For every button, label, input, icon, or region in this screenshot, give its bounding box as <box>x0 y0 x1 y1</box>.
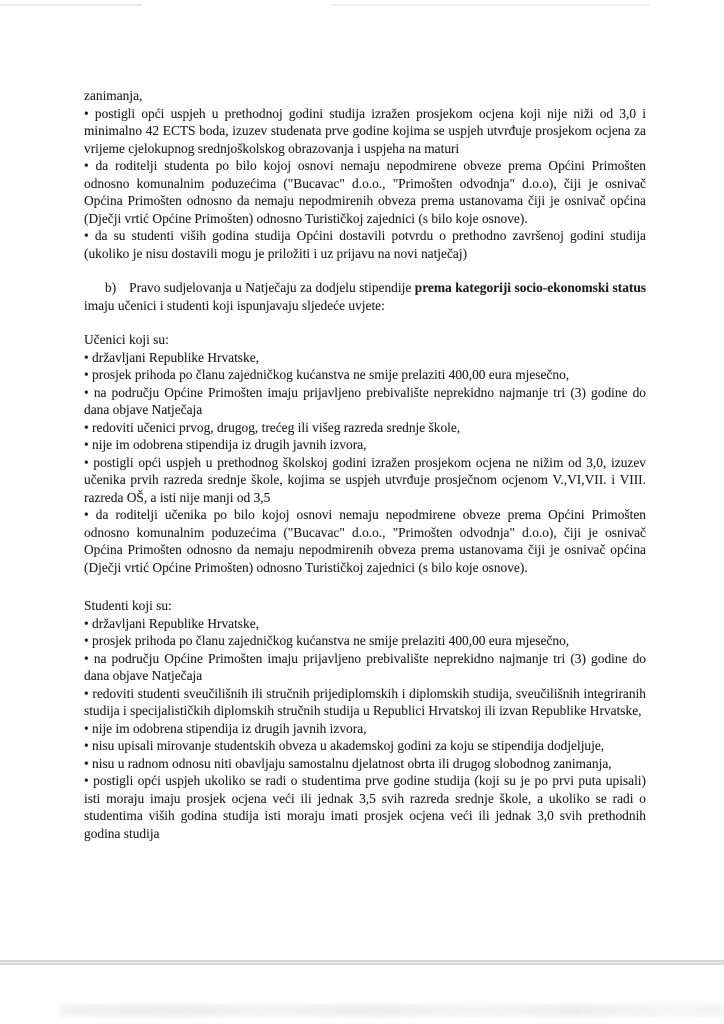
heading-text: Pravo sudjelovanja u Natječaju za dodjelu stipendije <box>129 280 415 295</box>
heading-bold-text: prema kategoriji socio-ekonomski status <box>414 280 647 295</box>
bullet-item: • da roditelji studenta po bilo kojoj osnovi nemaju nepodmirene obveze prema Općini Primošten odnosno komunalnim poduzećima ("Bucavac" d.o.o., "Primošten odvodnja" d.o.o), čiji je osnivač Općina Primošten odnosno da nemaju nepodmirenih obveza prema ustanovama čiji je osnivač općina (Dječji vrtić Općine Primošten) odnosno Turističkoj zajednici (s bilo koje osnove). <box>84 157 646 227</box>
bullet-item: • prosjek prihoda po članu zajedničkog kućanstva ne smije prelaziti 400,00 eura mjesečno, <box>84 366 646 384</box>
bullet-item: • da roditelji učenika po bilo kojoj osnovi nemaju nepodmirene obveze prema Općini Primošten odnosno komunalnim poduzećima ("Bucavac" d.o.o., "Primošten odvodnja" d.o.o), čiji je osnivač Općina Primošten odnosno da nemaju nepodmirenih obveza prema ustanovama čiji je osnivač općina (Dječji vrtić Općine Primošten) odnosno Turističkoj zajednici (s bilo koje osnove). <box>84 506 646 576</box>
section-title-studenti: Studenti koji su: <box>84 598 172 613</box>
scan-artifact-band <box>0 960 724 965</box>
bullet-item: • postigli opći uspjeh u prethodnog školskoj godini izražen prosjekom ocjena ne nižim od 3,0, izuzev učenika prvih razreda srednje škole, kojima se uspjeh utvrđuje prosječnom ocjenom V.,VI,VII. i VIII. razreda OŠ, a isti nije manji od 3,5 <box>84 454 646 507</box>
bullet-item: • redoviti učenici prvog, drugog, trećeg ili višeg razreda srednje škole, <box>84 419 646 437</box>
bullet-item: • nije im odobrena stipendija iz drugih javnih izvora, <box>84 720 646 738</box>
bullet-item: • na području Općine Primošten imaju prijavljeno prebivalište neprekidno najmanje tri (3) godine do dana objave Natječaja <box>84 384 646 419</box>
bullet-item: • da su studenti viših godina studija Općini dostavili potvrdu o prethodno završenoj godini studija (ukoliko je nisu dostavili mogu je priložiti i uz prijavu na novi natječaj) <box>84 227 646 262</box>
continuation-line: zanimanja, <box>84 88 143 103</box>
section-title-ucenici: Učenici koji su: <box>84 332 169 347</box>
bullet-item: • postigli opći uspjeh ukoliko se radi o studentima prve godine studija (koji su je po prvi puta upisali) isti moraju imaju prosjek ocjena veći ili jednak 3,5 svih razreda srednje škole, a ukoliko se radi o studentima viših godina studija isti moraju imati prosjek ocjena veći ili jednak 3,0 svih prethodnih godina studija <box>84 772 646 842</box>
scan-artifact-top-left <box>0 4 142 6</box>
heading-suffix-text: imaju učenici i studenti koji ispunjavaju sljedeće uvjete: <box>84 297 385 313</box>
bullet-item: • nije im odobrena stipendija iz drugih javnih izvora, <box>84 436 646 454</box>
scan-artifact-smudge <box>60 1004 724 1017</box>
bullet-item: • državljani Republike Hrvatske, <box>84 615 646 633</box>
list-label-b: b) <box>105 280 117 295</box>
bullet-item: • nisu upisali mirovanje studentskih obveza u akademskoj godini za koju se stipendija dodjeljuje, <box>84 737 646 755</box>
document-body <box>84 87 646 842</box>
bullet-item: • postigli opći uspjeh u prethodnoj godini studija izražen prosjekom ocjena koji nije niži od 3,0 i minimalno 42 ECTS boda, izuzev studenata prve godine kojima se uspjeh utvrđuje prosjekom ocjena za vrijeme cjelokupnog srednjoškolskog obrazovanja i uspjeha na maturi <box>84 105 646 158</box>
scan-artifact-top-right <box>330 4 650 6</box>
bullet-item: • državljani Republike Hrvatske, <box>84 349 646 367</box>
bullet-item: • nisu u radnom odnosu niti obavljaju samostalnu djelatnost obrta ili drugog slobodnog zanimanja, <box>84 755 646 773</box>
bullet-item: • na području Općine Primošten imaju prijavljeno prebivalište neprekidno najmanje tri (3) godine do dana objave Natječaja <box>84 650 646 685</box>
section-heading-b <box>84 279 646 314</box>
bullet-item: • prosjek prihoda po članu zajedničkog kućanstva ne smije prelaziti 400,00 eura mjesečno, <box>84 632 646 650</box>
bullet-item: • redoviti studenti sveučilišnih ili stručnih prijediplomskih i diplomskih studija, sveučilišnih integriranih studija i specijalističkih diplomskih stručnih studija u Republici Hrvatskoj ili izvan Republike Hrvatske, <box>84 685 646 720</box>
